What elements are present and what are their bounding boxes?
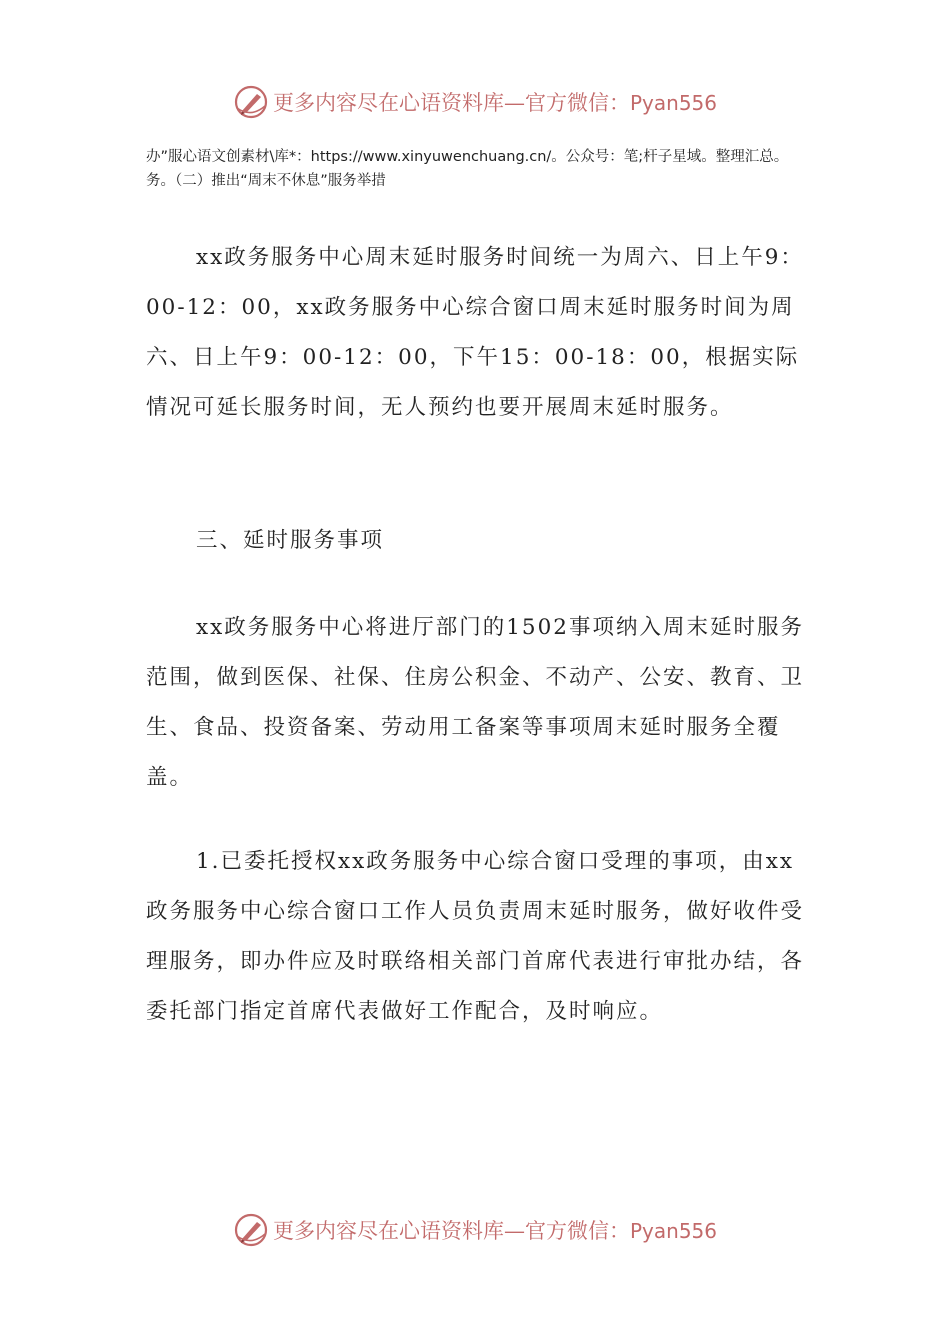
paragraph-service-scope: xx政务服务中心将进厅部门的1502事项纳入周末延时服务范围，做到医保、社保、住房公积金、不动产、公安、教育、卫生、食品、投资备案、劳动用工备案等事项周末延时服务全覆盖。 — [146, 615, 805, 790]
pen-logo-icon — [233, 1212, 269, 1248]
header-banner — [0, 82, 950, 122]
section-heading: 三、延时服务事项 — [196, 528, 385, 553]
pen-logo-icon — [233, 84, 269, 120]
source-meta-line: 办”服心语文创素材\库*：https://www.xinyuwenchuang.cn/。公众号：笔;杆子星域。整理汇总。务。（二）推出“周末不休息”服务举措 — [146, 149, 789, 189]
footer-banner — [0, 1210, 950, 1250]
banner-text: 更多内容尽在心语资料库—官方微信：Pyan556 — [272, 1219, 717, 1243]
banner-text: 更多内容尽在心语资料库—官方微信：Pyan556 — [272, 91, 717, 115]
paragraph-item-1: 1.已委托授权xx政务服务中心综合窗口受理的事项，由xx政务服务中心综合窗口工作人员负责周末延时服务，做好收件受理服务，即办件应及时联络相关部门首席代表进行审批办结，各委托部门指定首席代表做好工作配合，及时响应。 — [146, 849, 805, 1024]
paragraph-service-hours: xx政务服务中心周末延时服务时间统一为周六、日上午9：00-12：00，xx政务服务中心综合窗口周末延时服务时间为周六、日上午9：00-12：00，下午15：00-18：00，根据实际情况可延长服务时间，无人预约也要开展周末延时服务。 — [146, 245, 804, 420]
